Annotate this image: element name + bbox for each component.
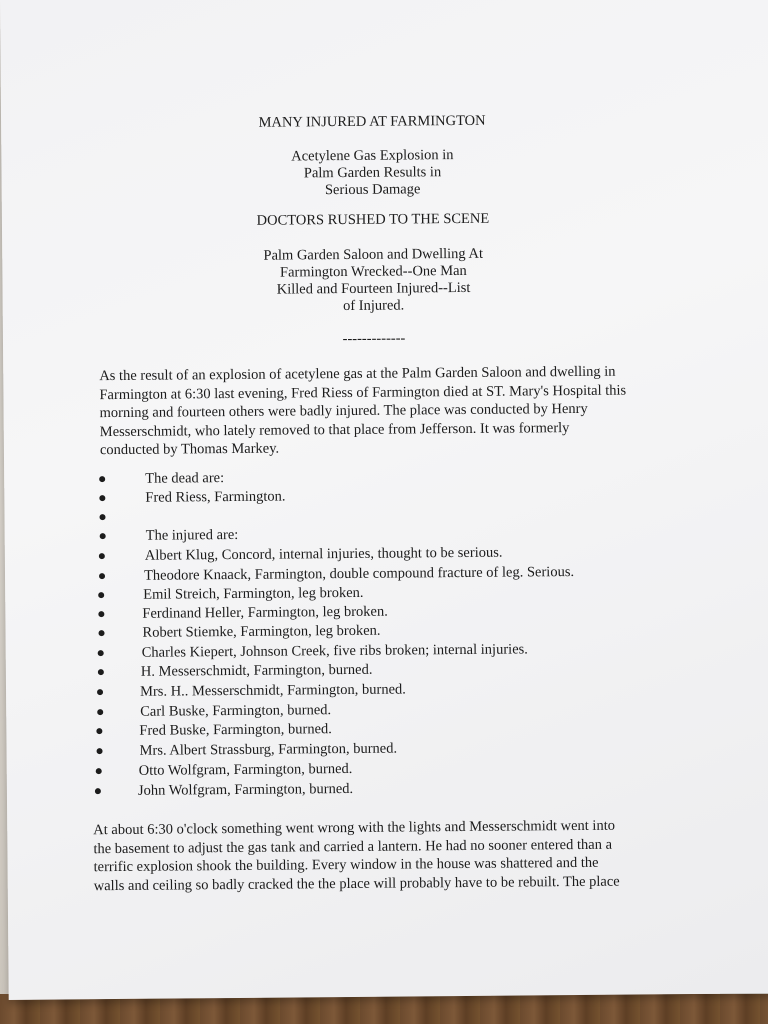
paragraph-line: As the result of an explosion of acetylene gas at the Palm Garden Saloon and dwelling in — [99, 363, 616, 385]
bullet-icon — [99, 514, 105, 520]
subhead-doctors: DOCTORS RUSHED TO THE SCENE — [256, 210, 490, 229]
bullet-icon — [96, 768, 102, 774]
subhead-line: Acetylene Gas Explosion in — [291, 147, 454, 165]
bullet-icon — [100, 533, 106, 539]
bullet-icon — [99, 630, 105, 636]
subhead-line: Palm Garden Saloon and Dwelling At — [263, 245, 484, 264]
paragraph-explosion — [93, 816, 694, 895]
subhead-line: Killed and Fourteen Injured--List — [276, 279, 471, 298]
paragraph-line: Messerschmidt, who lately removed to that place from Jefferson. It was formerly — [99, 419, 570, 440]
paragraph-line: conducted by Thomas Markey. — [99, 440, 280, 459]
bullet-icon — [99, 573, 105, 579]
bullet-icon — [99, 476, 105, 482]
subhead-line: of Injured. — [343, 297, 405, 315]
paragraph-line: At about 6:30 o'clock something went wrong with the lights and Messerschmidt went into — [93, 817, 616, 839]
subhead-line: Palm Garden Results in — [303, 164, 442, 182]
bullet-icon — [95, 788, 101, 794]
paragraph-line: walls and ceiling so badly cracked the the place will probably have to be rebuilt. The place — [93, 873, 620, 894]
bullet-icon — [98, 650, 104, 656]
paragraph-line: Farmington at 6:30 last evening, Fred Riess of Farmington died at ST. Mary's Hospital this — [99, 382, 627, 403]
subhead-explosion — [1, 145, 743, 202]
paragraph-line: the basement to adjust the gas tank and carried a lantern. He had no sooner entered than a — [93, 836, 613, 857]
paragraph-intro — [99, 362, 660, 459]
headline: MANY INJURED AT FARMINGTON — [258, 112, 486, 131]
bullet-icon — [97, 689, 103, 695]
bullet-icon — [97, 748, 103, 754]
bullet-icon — [99, 553, 105, 559]
paragraph-line: morning and fourteen others were badly injured. The place was conducted by Henry — [99, 400, 588, 422]
bullet-icon — [98, 611, 104, 617]
bullet-icon — [96, 728, 102, 734]
bullet-icon — [98, 669, 104, 675]
subhead-line: Serious Damage — [324, 181, 421, 199]
bullet-icon — [98, 592, 104, 598]
bullet-icon — [97, 709, 103, 715]
paragraph-line: terrific explosion shook the building. Every window in the house was shattered and the — [93, 854, 599, 876]
subhead-line: Farmington Wrecked--One Man — [279, 262, 467, 281]
subhead-summary — [2, 244, 745, 318]
divider: ------------- — [342, 330, 406, 348]
bullet-icon — [99, 495, 105, 501]
